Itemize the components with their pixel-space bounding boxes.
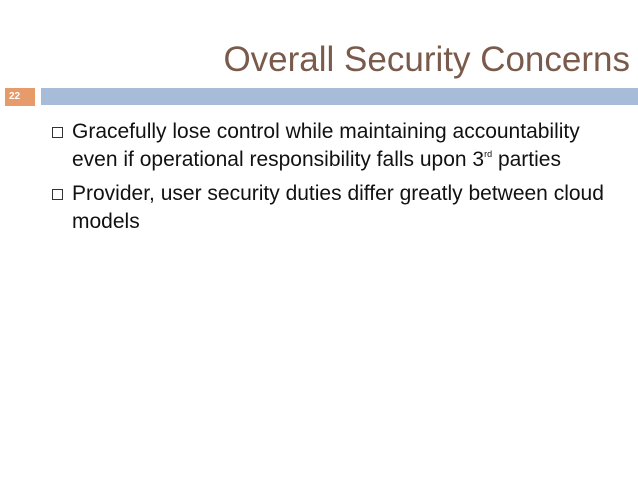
bullet-text: Provider, user security duties differ greatly between cloud models [72, 182, 604, 233]
slide-number-badge: 22 [5, 88, 35, 106]
slide-title: Overall Security Concerns [223, 40, 630, 79]
bullet-text-tail: parties [492, 148, 561, 171]
square-bullet-icon [52, 189, 63, 200]
title-divider-bar [41, 88, 638, 105]
bullet-item [47, 180, 607, 236]
bullet-text: Gracefully lose control while maintaining accountability even if operational responsibility falls upon 3 [72, 120, 580, 171]
bullet-item [47, 118, 607, 174]
square-bullet-icon [52, 127, 63, 138]
bullet-list [47, 118, 607, 242]
ordinal-superscript: rd [484, 149, 493, 159]
